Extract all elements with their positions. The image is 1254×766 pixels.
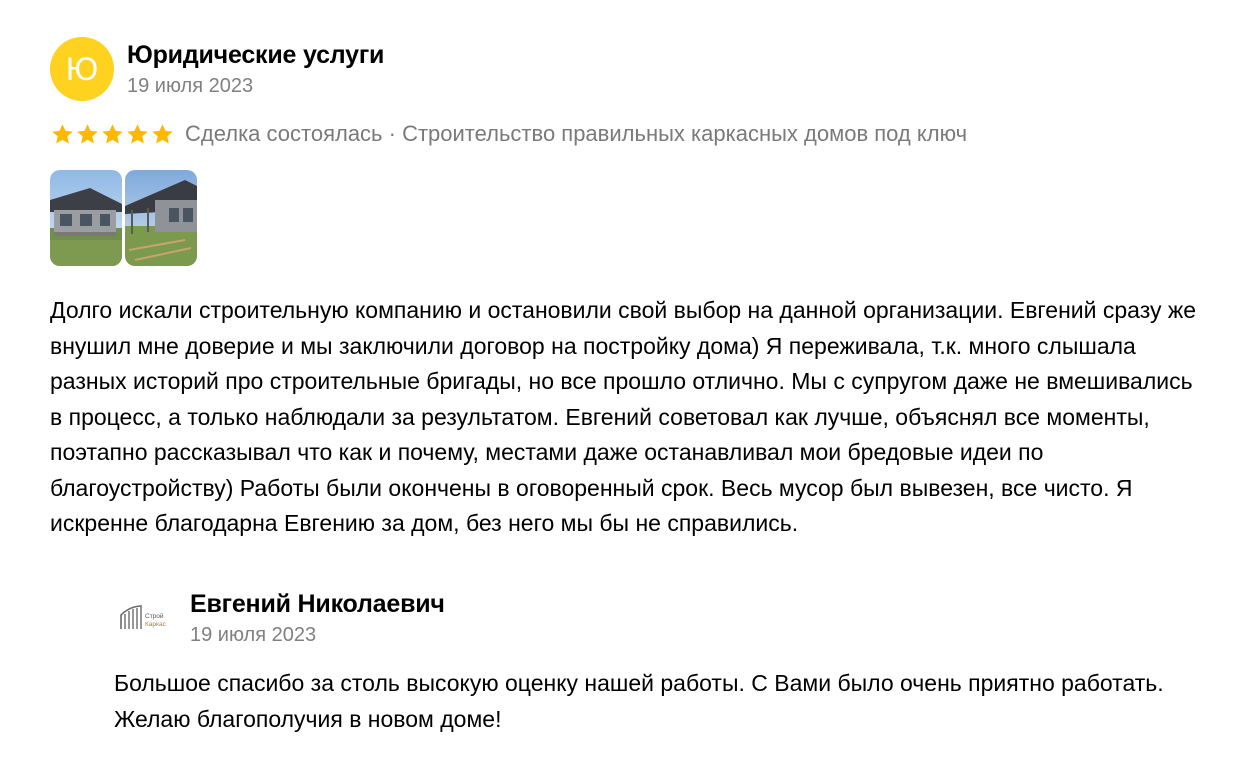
author-block: [127, 38, 384, 100]
review-header: [50, 36, 1210, 102]
review-photos: [50, 170, 1210, 266]
review-photo-2[interactable]: [125, 170, 197, 266]
reply-date: 19 июля 2023: [190, 624, 317, 646]
company-logo[interactable]: [114, 587, 178, 649]
company-reply: [114, 587, 1174, 737]
reply-text: Большое спасибо за столь высокую оценку нашей работы. С Вами было очень приятно работать. Желаю благополучия в новом доме!: [114, 670, 1164, 732]
reply-author-name[interactable]: Евгений Николаевич: [190, 590, 445, 618]
house-photo-icon: [50, 170, 122, 266]
reply-header: [114, 587, 1174, 649]
review-photo-1[interactable]: [50, 170, 122, 266]
deal-status: Сделка состоялась · Строительство правильных каркасных домов под ключ: [185, 121, 968, 146]
review-date: 19 июля 2023: [127, 75, 254, 97]
star-icon: [50, 122, 75, 147]
logo-text-line2: Каркас: [145, 621, 166, 628]
star-icon: [150, 122, 175, 147]
logo-text-line1: Строй: [145, 613, 164, 620]
avatar[interactable]: Ю: [50, 37, 114, 101]
star-icon: [100, 122, 125, 147]
reply-author-block: [190, 587, 445, 649]
star-icon: [75, 122, 100, 147]
author-name[interactable]: Юридические услуги: [127, 41, 385, 69]
review-card: [50, 36, 1210, 542]
company-logo-icon: [118, 603, 174, 633]
star-rating: [50, 122, 175, 147]
review-text: Долго искали строительную компанию и остановили свой выбор на данной организации. Евгений сразу же внушил мне доверие и мы заключили договор на постройку дома) Я переживала, т.к. много слышала разных историй про строительные бригады, но все прошло отлично. Мы с супругом даже не вмешивались в процесс, а только наблюдали за результатом. Евгений советовал как лучше, объяснял все моменты, поэтапно рассказывал что как и почему, местами даже останавливал мои бредовые идеи по благоустройству) Работы были окончены в оговоренный срок. Весь мусор был вывезен, все чисто. Я искренне благодарна Евгению за дом, без него мы бы не справились.: [50, 297, 1203, 536]
star-icon: [125, 122, 150, 147]
house-photo-icon: [125, 170, 197, 266]
rating-row: [50, 116, 1210, 152]
